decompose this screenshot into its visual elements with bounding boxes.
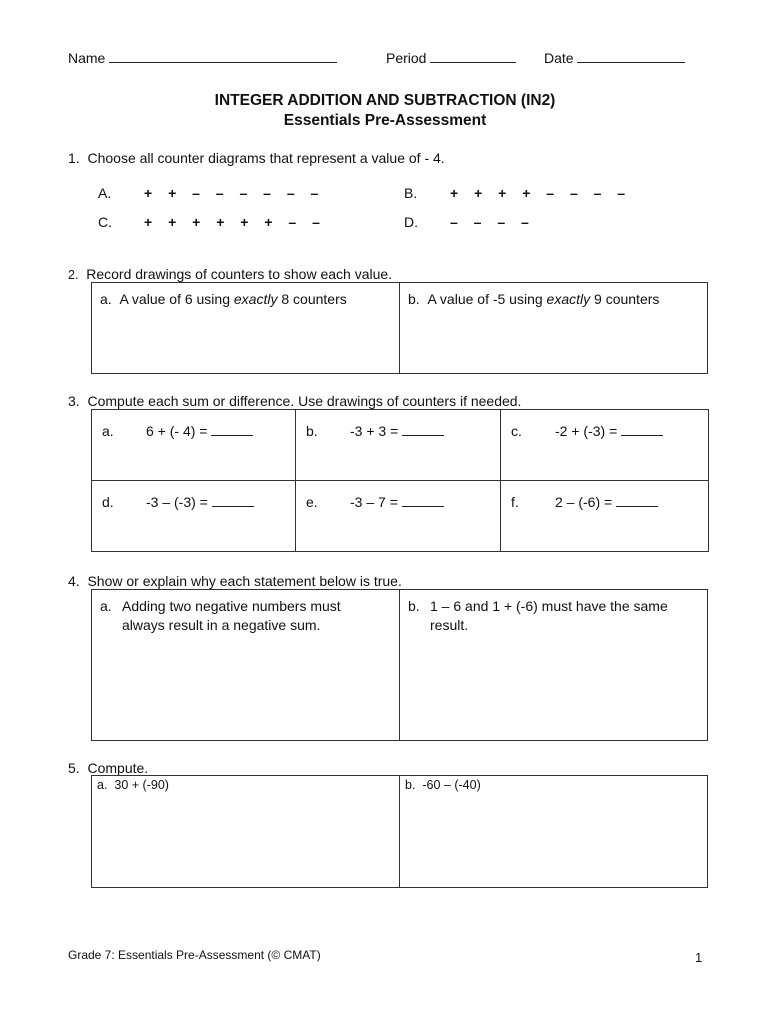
- q3-cell-c-answer-blank[interactable]: [621, 422, 663, 436]
- q5-prompt: [68, 760, 148, 776]
- q1-option-c-letter: C.: [98, 214, 112, 230]
- q5-cell-a-expr: 30 + (-90): [114, 778, 169, 792]
- page-subtitle: Essentials Pre-Assessment: [283, 112, 487, 129]
- q3-cell-f-answer-blank[interactable]: [616, 493, 658, 507]
- q3-cell-d[interactable]: [92, 481, 296, 552]
- q3-cell-a-answer-blank[interactable]: [211, 422, 253, 436]
- q3-cell-f[interactable]: [501, 481, 709, 552]
- q3-cell-a[interactable]: [92, 410, 296, 481]
- q5-cell-b[interactable]: [400, 776, 708, 888]
- q3-table: [91, 409, 709, 552]
- q3-cell-c-letter: c.: [511, 423, 522, 439]
- q1-option-b-counters: + + + + – – – –: [450, 185, 632, 201]
- q2-prompt: [68, 266, 392, 282]
- q2-table: [91, 282, 708, 374]
- q1-option-a[interactable]: [98, 185, 324, 201]
- q4-prompt: [68, 573, 402, 589]
- date-label: Date: [544, 50, 574, 66]
- q3-cell-f-expr: 2 – (-6) =: [555, 494, 613, 510]
- q4-cell-a-line1: Adding two negative numbers must: [122, 598, 341, 614]
- q3-cell-e[interactable]: [296, 481, 501, 552]
- q3-cell-e-expr: -3 – 7 =: [350, 494, 398, 510]
- q2-cell-a-emph: exactly: [233, 291, 278, 307]
- q5-cell-a-letter: a.: [97, 778, 108, 792]
- q5-cell-b-letter: b.: [405, 778, 416, 792]
- period-label: Period: [386, 50, 427, 66]
- q2-cell-b-text-end: 9 counters: [590, 291, 660, 307]
- q2-cell-a-text: A value of 6 using: [119, 291, 234, 307]
- q3-cell-e-answer-blank[interactable]: [402, 493, 444, 507]
- q4-cell-b-line2: result.: [430, 617, 469, 633]
- page-number: 1: [695, 950, 703, 965]
- q4-cell-a-line2: always result in a negative sum.: [122, 617, 321, 633]
- date-field[interactable]: [544, 48, 685, 66]
- q5-cell-a[interactable]: [92, 776, 400, 888]
- q3-cell-d-answer-blank[interactable]: [212, 493, 254, 507]
- q4-cell-b-letter: b.: [408, 598, 420, 614]
- q4-cell-a[interactable]: [92, 590, 400, 741]
- period-field[interactable]: [386, 48, 516, 66]
- q2-cell-b-letter: b.: [408, 291, 420, 307]
- q3-cell-b-letter: b.: [306, 423, 318, 439]
- q5-cell-b-expr: -60 – (-40): [422, 778, 481, 792]
- q1-text: Choose all counter diagrams that represent a value of - 4.: [87, 150, 445, 166]
- q2-cell-a-text-end: 8 counters: [277, 291, 347, 307]
- q1-option-a-letter: A.: [98, 185, 112, 201]
- q3-text: Compute each sum or difference. Use drawings of counters if needed.: [87, 393, 522, 409]
- q1-option-b-letter: B.: [404, 185, 418, 201]
- q4-cell-a-letter: a.: [100, 598, 112, 614]
- q4-cell-b-line1: 1 – 6 and 1 + (-6) must have the same: [430, 598, 668, 614]
- q5-number: 5.: [68, 760, 80, 776]
- q1-option-a-counters: + + – – – – – –: [144, 185, 325, 201]
- q3-cell-a-letter: a.: [102, 423, 114, 439]
- name-field[interactable]: [68, 48, 337, 66]
- q2-cell-b-emph: exactly: [546, 291, 591, 307]
- q2-cell-a-letter: a.: [100, 291, 112, 307]
- q2-cell-a[interactable]: [92, 283, 400, 374]
- q4-cell-b[interactable]: [400, 590, 708, 741]
- q1-option-d-letter: D.: [404, 214, 418, 230]
- date-blank[interactable]: [577, 48, 685, 63]
- q1-option-d-counters: – – – –: [450, 214, 535, 230]
- q3-cell-d-expr: -3 – (-3) =: [146, 494, 208, 510]
- q3-cell-b-expr: -3 + 3 =: [350, 423, 399, 439]
- q4-table: [91, 589, 708, 741]
- q3-cell-c[interactable]: [501, 410, 709, 481]
- q3-cell-e-letter: e.: [306, 494, 318, 510]
- q3-prompt: [68, 393, 521, 409]
- q4-number: 4.: [68, 573, 80, 589]
- q2-number: 2.: [68, 268, 79, 282]
- q2-cell-b[interactable]: [400, 283, 708, 374]
- q1-option-d[interactable]: [404, 214, 535, 230]
- footer-text: Grade 7: Essentials Pre-Assessment (© CMAT): [68, 948, 321, 962]
- period-blank[interactable]: [430, 48, 516, 63]
- q3-cell-b[interactable]: [296, 410, 501, 481]
- q3-cell-d-letter: d.: [102, 494, 114, 510]
- q1-prompt: [68, 150, 445, 166]
- q5-text: Compute.: [87, 760, 149, 776]
- q1-number: 1.: [68, 150, 80, 166]
- q3-cell-b-answer-blank[interactable]: [402, 422, 444, 436]
- q3-cell-f-letter: f.: [511, 494, 519, 510]
- name-blank[interactable]: [109, 48, 337, 63]
- q2-text: Record drawings of counters to show each value.: [86, 266, 393, 282]
- q5-table: [91, 775, 708, 888]
- q2-cell-b-text: A value of -5 using: [427, 291, 547, 307]
- name-label: Name: [68, 50, 106, 66]
- q1-option-c[interactable]: [98, 214, 326, 230]
- q1-option-b[interactable]: [404, 185, 631, 201]
- q3-cell-c-expr: -2 + (-3) =: [555, 423, 618, 439]
- page-title: INTEGER ADDITION AND SUBTRACTION (IN2): [214, 92, 556, 109]
- q1-option-c-counters: + + + + + + – –: [144, 214, 326, 230]
- q3-cell-a-expr: 6 + (- 4) =: [146, 423, 208, 439]
- q3-number: 3.: [68, 393, 80, 409]
- q4-text: Show or explain why each statement below is true.: [87, 573, 402, 589]
